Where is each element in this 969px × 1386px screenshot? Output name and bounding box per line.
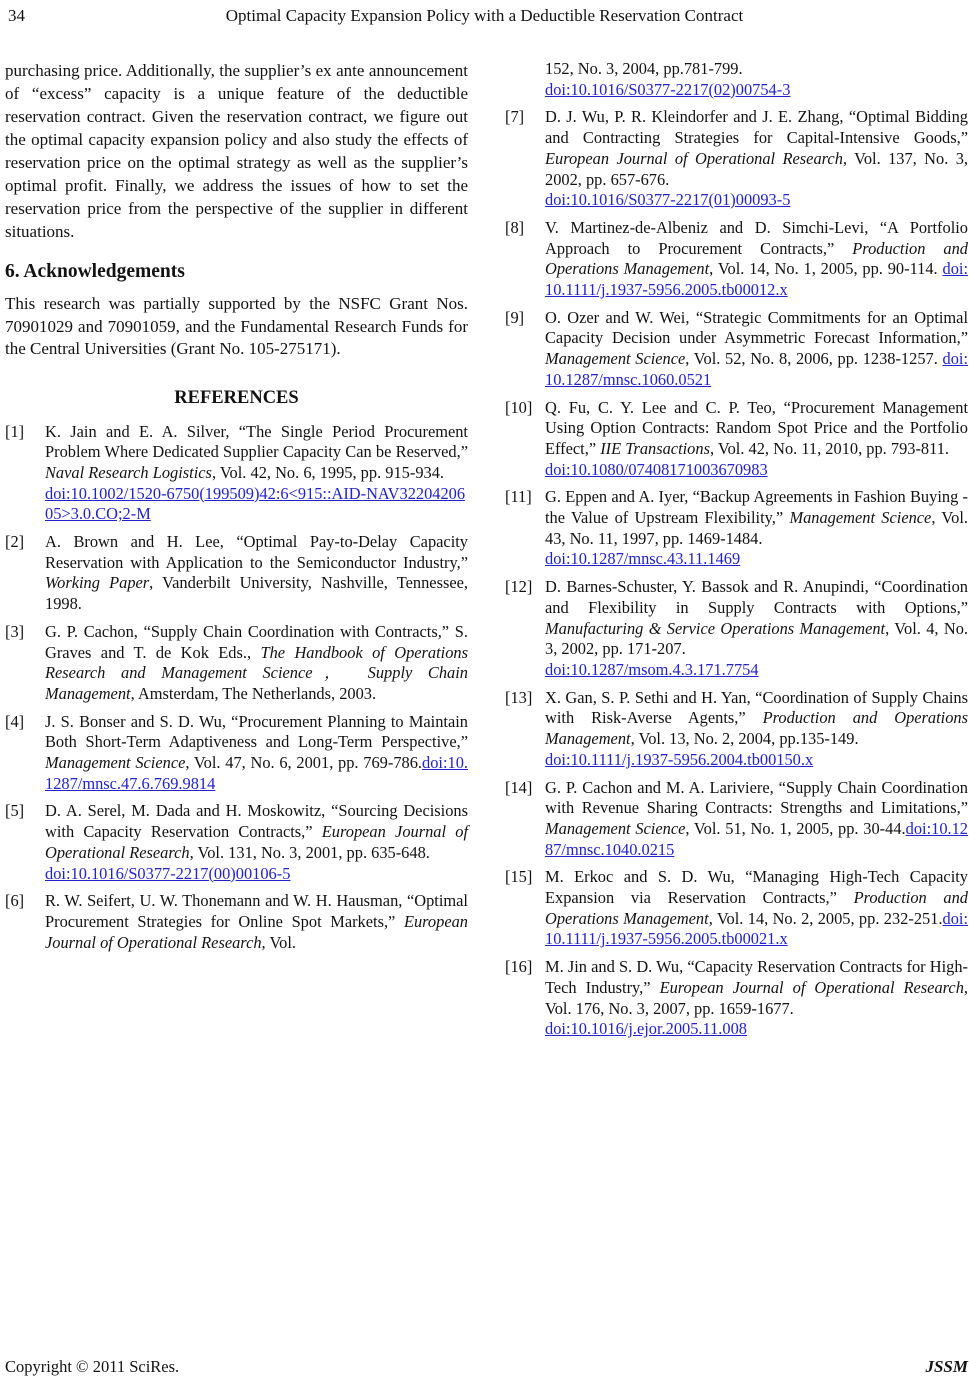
journal-name: Working Paper bbox=[45, 573, 150, 593]
doi-link[interactable]: doi:10.1111/j.1937-5956.2005.tb00012.x bbox=[545, 259, 968, 300]
journal-name: Naval Research Logistics bbox=[45, 462, 212, 482]
reference-text bbox=[45, 891, 468, 953]
journal-name: European Journal of Operational Research bbox=[545, 148, 843, 168]
reference-text-segment: , Vol. 4, No. 3, 2002, pp. 171-207. bbox=[545, 618, 968, 659]
reference-text bbox=[545, 778, 968, 861]
reference-text-segment: , Vol. 14, No. 2, 2005, pp. 232-251. bbox=[708, 908, 943, 928]
reference-text bbox=[545, 577, 968, 681]
doi-link[interactable]: doi:10.1016/S0377-2217(01)00093-5 bbox=[545, 190, 791, 210]
reference-text bbox=[545, 398, 968, 481]
reference-item bbox=[505, 107, 968, 211]
reference-number: [14] bbox=[505, 777, 533, 797]
reference-item bbox=[5, 891, 468, 953]
reference-number: [7] bbox=[505, 107, 525, 127]
reference-text-segment: X. Gan, S. P. Sethi and H. Yan, “Coordination of Supply Chains with Risk-Averse Agents,” bbox=[545, 687, 968, 728]
reference-item bbox=[505, 867, 968, 950]
reference-number: [5] bbox=[5, 801, 25, 821]
reference-text bbox=[45, 622, 468, 705]
reference-item bbox=[5, 801, 468, 884]
reference-text-segment: K. Jain and E. A. Silver, “The Single Period Procurement Problem Where Dedicated Supplier Capacity Can be Reserved,” bbox=[45, 421, 468, 462]
intro-paragraph: purchasing price. Additionally, the supplier’s ex ante announcement of “excess” capacity is a unique feature of the deductible reservation contract. Given the reservation contract, we figure out the optimal capacity expansion policy and also study the effects of reservation price on the optimal strategy as well as the supplier’s optimal profit. Finally, we address the issues of how to set the reservation price from the perspective of the supplier in different situations. bbox=[5, 61, 468, 241]
reference-number: [3] bbox=[5, 621, 25, 641]
reference-item bbox=[5, 712, 468, 795]
reference-number: [9] bbox=[505, 307, 525, 327]
reference-text-segment: G. Eppen and A. Iyer, “Backup Agreements in Fashion Buying - the Value of Upstream Flexibility,” bbox=[545, 487, 968, 528]
right-column bbox=[505, 59, 968, 1047]
doi-link[interactable]: doi:10.1287/msom.4.3.171.7754 bbox=[545, 659, 759, 679]
reference-text bbox=[545, 487, 968, 570]
left-column bbox=[5, 59, 468, 1047]
reference-text-segment: , Vol. 43, No. 11, 1997, pp. 1469-1484. bbox=[545, 508, 968, 548]
journal-name: Production and Operations Management bbox=[545, 238, 968, 279]
reference-text bbox=[45, 801, 468, 884]
reference-text bbox=[545, 218, 968, 301]
reference-number: [13] bbox=[505, 687, 533, 707]
reference-text bbox=[45, 422, 468, 526]
journal-name: Management Science bbox=[45, 753, 186, 773]
reference-text bbox=[545, 867, 968, 950]
reference-number: [4] bbox=[5, 711, 25, 731]
journal-name: Manufacturing & Service Operations Management bbox=[545, 618, 886, 638]
doi-link[interactable]: doi:10.1287/mnsc.1040.0215 bbox=[545, 818, 969, 859]
journal-badge: JSSM bbox=[925, 1357, 968, 1376]
reference-text-segment: D. A. Serel, M. Dada and H. Moskowitz, “Sourcing Decisions with Capacity Reservation Contracts,” bbox=[45, 801, 468, 842]
reference-number: [1] bbox=[5, 421, 25, 441]
reference-item bbox=[505, 398, 968, 481]
reference-text-segment: O. Ozer and W. Wei, “Strategic Commitments for an Optimal Capacity Decision under Asymmetric Forecast Information,” bbox=[545, 307, 968, 348]
page-number: 34 bbox=[8, 6, 25, 25]
reference-text-segment: , Vol. 51, No. 1, 2005, pp. 30-44. bbox=[685, 818, 906, 838]
reference-text-segment: , Vol. 42, No. 11, 2010, pp. 793-811. bbox=[709, 438, 949, 458]
page-header bbox=[0, 6, 969, 30]
reference-item bbox=[5, 532, 468, 615]
reference-item bbox=[5, 422, 468, 526]
reference-text-segment: , Vol. 42, No. 6, 1995, pp. 915-934. bbox=[211, 462, 444, 482]
reference-text-segment: D. Barnes-Schuster, Y. Bassok and R. Anupindi, “Coordination and Flexibility in Supply Contracts with Options,” bbox=[545, 577, 968, 617]
references-list-left bbox=[5, 422, 468, 954]
reference-text-segment: , Vol. bbox=[261, 932, 297, 952]
reference-text-segment: M. Erkoc and S. D. Wu, “Managing High-Tech Capacity Expansion via Reservation Contracts,” bbox=[545, 867, 968, 908]
two-column-content bbox=[5, 59, 968, 1047]
reference-item bbox=[505, 577, 968, 681]
journal-name: Management Science bbox=[545, 349, 686, 369]
reference-item bbox=[505, 308, 968, 391]
journal-name: Management Science bbox=[545, 818, 686, 838]
doi-link[interactable]: doi:10.1016/j.ejor.2005.11.008 bbox=[545, 1019, 747, 1039]
reference-text-segment: Q. Fu, C. Y. Lee and C. P. Teo, “Procurement Management Using Option Contracts: Random Spot Price and the Portfolio Effect,” bbox=[545, 397, 968, 458]
reference-text bbox=[545, 308, 968, 391]
reference-item bbox=[505, 957, 968, 1040]
reference-text-segment: , Vol. 131, No. 3, 2001, pp. 635-648. bbox=[189, 842, 430, 862]
acknowledgements-paragraph: This research was partially supported by the NSFC Grant Nos. 70901029 and 70901059, and the Fundamental Research Funds for the Central Universities (Grant No. 105-275171). bbox=[5, 294, 468, 358]
references-list-right bbox=[505, 59, 968, 1040]
doi-link[interactable]: doi:10.1016/S0377-2217(02)00754-3 bbox=[545, 79, 791, 99]
journal-name: Production and Operations Management bbox=[545, 888, 969, 928]
reference-text bbox=[545, 107, 968, 211]
journal-name: European Journal of Operational Research bbox=[659, 977, 964, 997]
reference-number: [15] bbox=[505, 867, 533, 887]
copyright-text: Copyright © 2011 SciRes. bbox=[5, 1357, 180, 1376]
reference-text bbox=[545, 957, 968, 1040]
reference-text-segment: , Vol. 176, No. 3, 2007, pp. 1659-1677. bbox=[545, 977, 968, 1018]
doi-link[interactable]: doi:10.1080/07408171003670983 bbox=[545, 459, 768, 479]
references-heading: REFERENCES bbox=[174, 387, 299, 408]
reference-item bbox=[505, 487, 968, 570]
doi-link[interactable]: doi:10.1111/j.1937-5956.2005.tb00021.x bbox=[545, 908, 968, 949]
journal-name: European Journal of Operational Research bbox=[45, 911, 468, 952]
reference-text-segment: , Vol. 13, No. 2, 2004, pp.135-149. bbox=[630, 729, 859, 749]
reference-text-segment: M. Jin and S. D. Wu, “Capacity Reservation Contracts for High-Tech Industry,” bbox=[545, 957, 968, 997]
reference-text-segment: , Vanderbilt University, Nashville, Tennessee, 1998. bbox=[45, 573, 468, 614]
reference-item bbox=[505, 688, 968, 771]
reference-number: [8] bbox=[505, 217, 525, 237]
reference-text-segment: , Vol. 52, No. 8, 2006, pp. 1238-1257. bbox=[685, 349, 943, 369]
doi-link[interactable]: doi:10.1287/mnsc.1060.0521 bbox=[545, 349, 968, 389]
reference-text-segment: , Vol. 14, No. 1, 2005, pp. 90-114. bbox=[709, 259, 943, 279]
reference-item bbox=[505, 59, 968, 100]
reference-text-segment: G. P. Cachon, “Supply Chain Coordination with Contracts,” S. Graves and T. de Kok Eds., bbox=[45, 621, 468, 662]
reference-number: [12] bbox=[505, 577, 533, 597]
reference-item bbox=[505, 218, 968, 301]
page-footer bbox=[5, 1357, 968, 1377]
reference-text bbox=[545, 688, 968, 771]
reference-text-segment: D. J. Wu, P. R. Kleindorfer and J. E. Zhang, “Optimal Bidding and Contracting Strategies for Capital-Intensive Goods,” bbox=[545, 107, 968, 148]
journal-name: European Journal of Operational Research bbox=[45, 822, 469, 862]
doi-link[interactable]: doi:10.1111/j.1937-5956.2004.tb00150.x bbox=[545, 749, 814, 769]
reference-text-segment: R. W. Seifert, U. W. Thonemann and W. H. Hausman, “Optimal Procurement Strategies for Online Spot Markets,” bbox=[45, 891, 468, 931]
reference-text-segment: V. Martinez-de-Albeniz and D. Simchi-Levi, “A Portfolio Approach to Procurement Contracts,” bbox=[545, 217, 968, 258]
doi-link[interactable]: doi:10.1002/1520-6750(199509)42:6<915::AID-NAV3220420605>3.0.CO;2-M bbox=[45, 483, 466, 524]
reference-text bbox=[45, 532, 468, 615]
reference-number: [10] bbox=[505, 397, 533, 417]
journal-name: The Handbook of Operations Research and Management Science， Supply Chain Management bbox=[45, 642, 468, 703]
doi-link[interactable]: doi:10.1287/mnsc.43.11.1469 bbox=[545, 549, 741, 569]
acknowledgements-heading: 6. Acknowledgements bbox=[5, 261, 185, 282]
journal-name: Management Science bbox=[789, 508, 932, 528]
reference-text-segment: J. S. Bonser and S. D. Wu, “Procurement Planning to Maintain Both Short-Term Adaptiveness and Long-Term Perspective,” bbox=[45, 711, 468, 752]
reference-number bbox=[505, 59, 545, 100]
reference-text bbox=[45, 712, 468, 795]
reference-text bbox=[545, 59, 968, 100]
reference-text-segment: , Vol. 47, No. 6, 2001, pp. 769-786. bbox=[185, 753, 423, 773]
doi-link[interactable]: doi:10.1287/mnsc.47.6.769.9814 bbox=[45, 753, 469, 793]
reference-number: [16] bbox=[505, 957, 533, 977]
doi-link[interactable]: doi:10.1016/S0377-2217(00)00106-5 bbox=[45, 863, 291, 883]
reference-text-segment: , Vol. 137, No. 3, 2002, pp. 657-676. bbox=[545, 148, 969, 189]
running-title: Optimal Capacity Expansion Policy with a Deductible Reservation Contract bbox=[225, 6, 744, 25]
reference-text-segment: , Amsterdam, The Netherlands, 2003. bbox=[130, 683, 377, 703]
reference-number: [6] bbox=[5, 891, 25, 911]
journal-name: IIE Transactions bbox=[600, 438, 710, 458]
reference-text-segment: G. P. Cachon and M. A. Lariviere, “Supply Chain Coordination with Revenue Sharing Contracts: Strengths and Limitations,” bbox=[545, 777, 968, 818]
journal-name: Production and Operations Management bbox=[545, 708, 968, 749]
reference-item bbox=[505, 778, 968, 861]
reference-text-segment: A. Brown and H. Lee, “Optimal Pay-to-Delay Capacity Reservation with Application to the Semiconductor Industry,” bbox=[45, 532, 468, 572]
reference-text-segment: 152, No. 3, 2004, pp.781-799. bbox=[545, 59, 743, 78]
reference-item bbox=[5, 622, 468, 705]
reference-number: [11] bbox=[505, 487, 532, 507]
reference-number: [2] bbox=[5, 532, 25, 552]
